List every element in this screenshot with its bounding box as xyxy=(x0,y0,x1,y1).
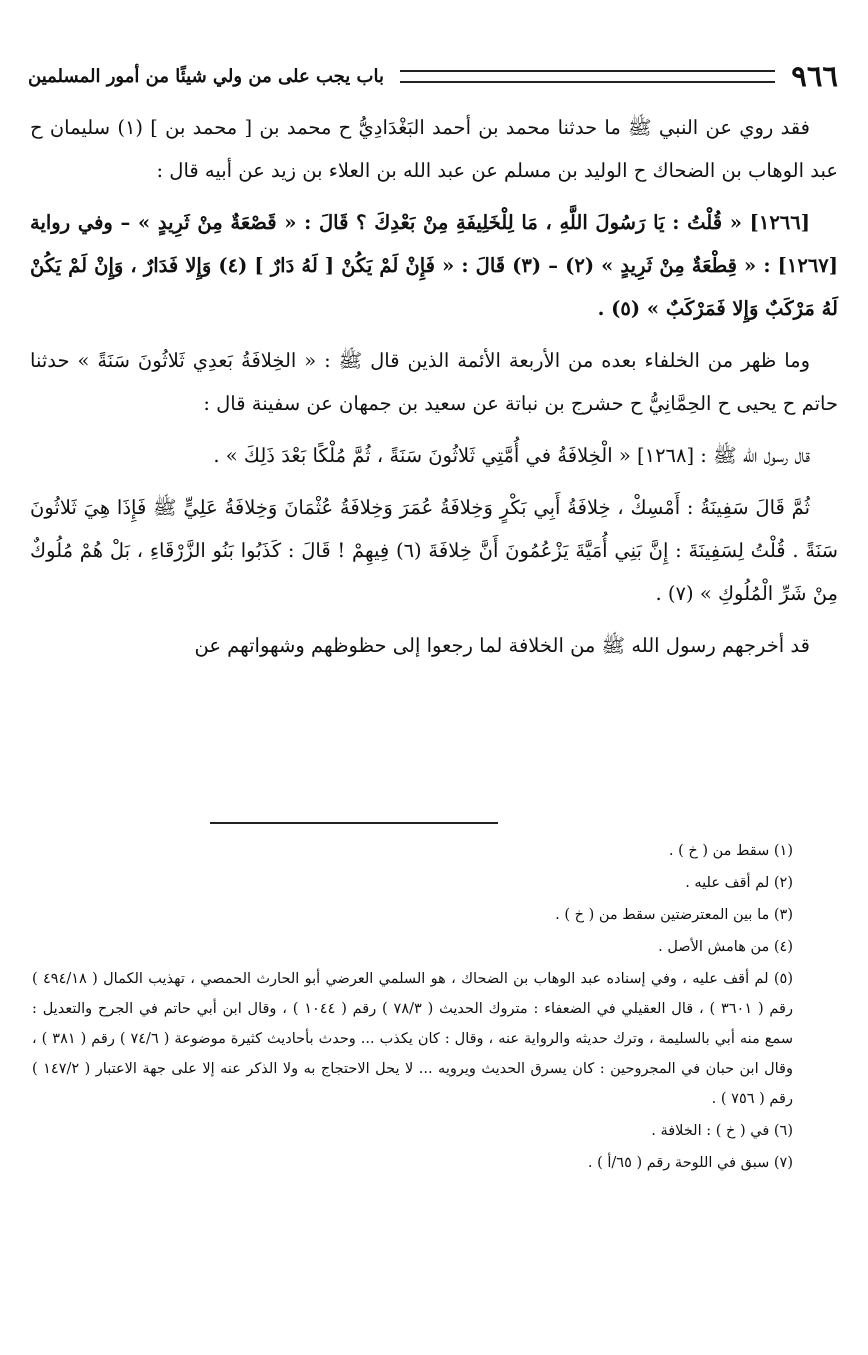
paragraph-hadith-1268: قال رسول الله ﷺ : [١٢٦٨] « الْخِلافَةُ في أُمَّتِي ثَلاثُونَ سَنَةً ، ثُمَّ مُلْكًا بَعْدَ ذَلِكَ » . xyxy=(213,444,810,467)
page-header xyxy=(28,52,838,100)
footnote: (٦) في ( خ ) : الخلافة . xyxy=(651,1123,793,1139)
footnote: (٣) ما بين المعترضتين سقط من ( خ ) . xyxy=(555,907,793,923)
paragraph-safina: ثُمَّ قَالَ سَفِينَةُ : أَمْسِكْ ، خِلافَةُ أَبِي بَكْرٍ وَخِلافَةُ عُمَرَ وَخِلافَةُ عُثْمَانَ وَخِلافَةُ عَلِيٍّ ﷺ فَإِذَا هِيَ ثَلاثُونَ سَنَةً . قُلْتُ لِسَفِينَةَ : إِنَّ بَنِي أُمَيَّةَ يَزْعُمُونَ أَنَّ خِلافَةَ (٦) فِيهِمْ ! قَالَ : كَذَبُوا بَنُو الزَّرْقَاءِ ، بَلْ هُمْ مُلُوكٌ مِنْ شَرِّ الْمُلُوكِ » (٧) . xyxy=(30,496,838,605)
paragraph-isnad: فقد روي عن النبي ﷺ ما حدثنا محمد بن أحمد البَغْدَادِيُّ ح محمد بن [ محمد بن ] (١) سليمان ح عبد الوهاب بن الضحاك ح الوليد بن مسلم عن عبد الله بن العلاء بن زيد عن أبيه قال : xyxy=(30,116,838,182)
footnote: (٥) لم أقف عليه ، وفي إسناده عبد الوهاب بن الضحاك ، هو السلمي العرضي أبو الحارث الحمصي ، تهذيب الكمال ( ٤٩٤/١٨ ) رقم ( ٣٦٠١ ) ، قال العقيلي في الضعفاء : متروك الحديث ( ٧٨/٣ ) رقم ( ١٠٤٤ ) ، وقال ابن أبي حاتم في الجرح والتعديل : سمع منه أبي بالسليمة ، وترك حديثه والرواية عنه ، وقال : كان يكذب ... وحدث بأحاديث كثيرة موضوعة ( ٧٤/٦ ) رقم ( ٣٨١ ) ، وقال ابن حبان في المجروحين : كان يسرق الحديث ويرويه ... لا يحل الاحتجاج به ولا الذكر عنه إلا على جهة الاعتبار ( ١٤٧/٢ ) رقم ( ٧٥٦ ) . xyxy=(32,971,793,1107)
running-title: باب يجب على من ولي شيئًا من أمور المسلمين xyxy=(28,65,384,87)
footnote: (٤) من هامش الأصل . xyxy=(658,939,793,955)
footnote: (١) سقط من ( خ ) . xyxy=(668,843,793,859)
header-rule xyxy=(400,70,775,83)
footnotes xyxy=(32,836,793,1180)
footnote: (٢) لم أقف عليه . xyxy=(685,875,793,891)
footnote-separator xyxy=(210,822,498,824)
main-text xyxy=(30,106,838,676)
page-number: ٩٦٦ xyxy=(791,59,838,93)
paragraph-continuation: قد أخرجهم رسول الله ﷺ من الخلافة لما رجعوا إلى حظوظهم وشهواتهم عن xyxy=(194,634,810,657)
footnote: (٧) سبق في اللوحة رقم ( ٦٥/أ ) . xyxy=(587,1155,793,1171)
paragraph-hadith-1266: [١٢٦٦] « قُلْتُ : يَا رَسُولَ اللَّهِ ، مَا لِلْخَلِيفَةِ مِنْ بَعْدِكَ ؟ قَالَ : « قَصْعَةٌ مِنْ ثَرِيدٍ » – وفي رواية [١٢٦٧] : « قِطْعَةٌ مِنْ ثَرِيدٍ » (٢) – (٣) قَالَ : « فَإِنْ لَمْ يَكُنْ [ لَهُ دَارٌ ] (٤) وَإِلا فَدَارٌ ، وَإِنْ لَمْ يَكُنْ لَهُ مَرْكَبٌ وَإِلا فَمَرْكَبٌ » (٥) . xyxy=(30,211,839,320)
paragraph-caliphs: وما ظهر من الخلفاء بعده من الأربعة الأئمة الذين قال ﷺ : « الخِلافَةُ بَعدِي ثَلاثُونَ سَنَةً » حدثنا حاتم ح يحيى ح الحِمَّانِيُّ ح حشرج بن نباتة عن سعيد بن جمهان عن سفينة قال : xyxy=(30,349,838,415)
